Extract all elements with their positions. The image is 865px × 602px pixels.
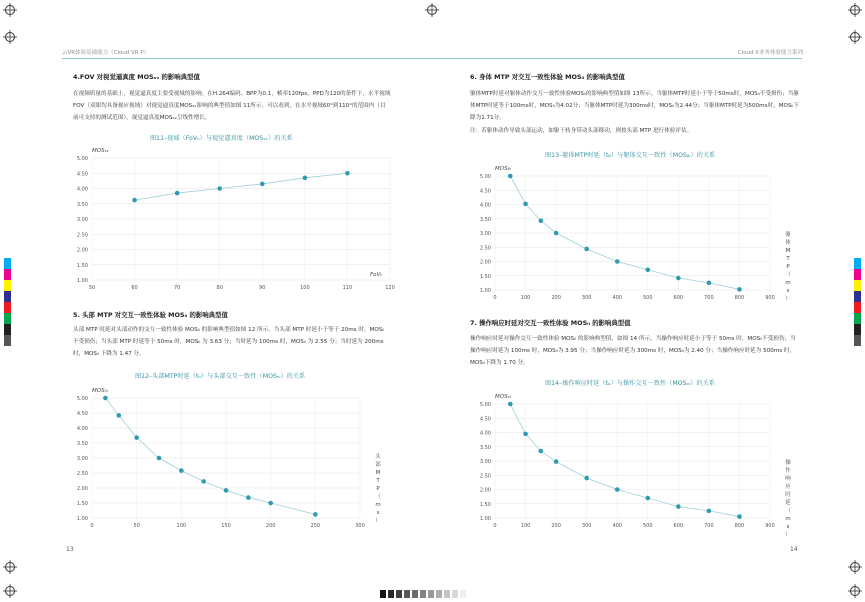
data-point xyxy=(615,259,620,264)
color-swatch xyxy=(854,258,861,269)
y-tick-label: 2.00 xyxy=(479,487,491,494)
data-point xyxy=(615,487,620,492)
x-axis-label-char: 体 xyxy=(785,240,791,246)
x-axis-label-char: 响 xyxy=(785,476,791,482)
crop-mark-icon xyxy=(3,560,17,574)
data-point xyxy=(134,435,139,440)
x-tick-label: 150 xyxy=(221,523,231,529)
x-axis-label-char: P xyxy=(376,486,380,492)
y-tick-label: 3.00 xyxy=(479,459,491,465)
x-tick-label: 250 xyxy=(310,523,321,529)
x-tick-label: 500 xyxy=(643,295,653,301)
series-line xyxy=(510,404,739,517)
x-tick-label: 700 xyxy=(704,295,714,301)
x-axis-label-char: 操 xyxy=(785,460,791,466)
gray-swatch xyxy=(388,590,394,598)
y-tick-label: 1.00 xyxy=(479,516,491,522)
color-swatch xyxy=(854,280,861,291)
crop-mark-icon xyxy=(848,584,862,598)
x-tick-label: 50 xyxy=(88,285,96,291)
figure12-caption: 图12–头部MTP时延（tₕ）与头部交互一致性（MOSₕᵢ）的关系 xyxy=(135,373,306,380)
figure13-caption: 图13–躯体MTP时延（tᵦ）与躯体交互一致性（MOSᵦᵢ）的关系 xyxy=(545,152,716,159)
section6-paragraph: 躯体MTP时延对躯体动作交互一致性体验MOSᵢᵢ的影响典型值如图 13所示。当躯体MTP时延小于等于50ms时，MOSᵢᵢ不受损伤；当躯体MTP时延等于100ms时，MOSᵢᵢ为4.02分；当躯体MTP时延为300ms时，MOSᵢᵢ为2.44分；当躯体MTP时延为500ms时，MOSᵢᵢ下降为1.71分。 xyxy=(470,91,800,121)
x-axis-label-char: ） xyxy=(785,532,791,538)
gray-swatch xyxy=(444,590,450,598)
data-point xyxy=(554,459,559,464)
x-tick-label: 100 xyxy=(176,523,187,529)
x-tick-label: 100 xyxy=(520,295,531,301)
section5-paragraph: 头部 MTP 时延对头部动作的交互一致性体验 MOSᵢᵢ 的影响典型值如图 12 所示。当头部 MTP 时延小于等于 20ms 时，MOSᵢᵢ 不受损伤；当头部 MTP 时延等于 50ms 时，MOSᵢᵢ 为 3.63 分；当时延为 100ms 时，MOSᵢᵢ 为 2.55 分；当时延为 200ms 时，MOSᵢᵢ 下降为 1.47 分。 xyxy=(73,327,385,357)
x-tick-label: 800 xyxy=(734,295,745,301)
color-swatch xyxy=(854,302,861,313)
x-tick-label: 70 xyxy=(173,285,181,291)
y-tick-label: 5.00 xyxy=(76,396,88,402)
figure11-caption: 图11–视域（FoVₕ）与视觉逼真度（MOSₛᵥ）的关系 xyxy=(150,135,293,142)
crop-mark-icon xyxy=(848,30,862,44)
x-axis-label: FoVₕ xyxy=(370,272,383,278)
y-axis-label: MOSₛᵥ xyxy=(92,148,109,154)
x-tick-label: 60 xyxy=(131,285,138,291)
x-tick-label: 800 xyxy=(734,523,745,529)
y-tick-label: 3.50 xyxy=(76,201,88,208)
data-point xyxy=(737,514,742,519)
y-tick-label: 5.00 xyxy=(479,402,491,408)
data-point xyxy=(201,479,206,484)
y-tick-label: 1.50 xyxy=(479,273,491,280)
y-tick-label: 4.00 xyxy=(76,186,88,193)
left-page-number: 13 xyxy=(66,546,74,553)
data-point xyxy=(707,509,712,514)
y-tick-label: 2.50 xyxy=(479,245,491,252)
figure12-chart xyxy=(62,380,402,530)
section7-heading: 7. 操作响应时延对交互一致性体验 MOSᵢᵢ 的影响典型值 xyxy=(470,319,631,327)
right-page-number: 14 xyxy=(790,546,798,553)
data-point xyxy=(246,495,251,500)
y-tick-label: 5.00 xyxy=(76,156,88,162)
data-point xyxy=(523,202,528,207)
y-tick-label: 2.00 xyxy=(76,486,88,492)
x-axis-label-char: M xyxy=(785,248,791,254)
figure14-caption: 图14–操作响应时延（tₒ）与操作交互一致性（MOSₒᵢ）的关系 xyxy=(545,380,715,387)
figure14-chart xyxy=(465,390,810,538)
y-tick-label: 4.00 xyxy=(479,430,491,437)
data-point xyxy=(179,468,184,473)
y-tick-label: 3.50 xyxy=(76,441,88,447)
color-swatch xyxy=(854,335,861,346)
header-rule xyxy=(62,58,802,59)
left-running-head: 云VR体验基础能力（Cloud VR P） xyxy=(62,50,150,56)
x-tick-label: 100 xyxy=(520,523,531,529)
x-tick-label: 80 xyxy=(216,285,223,291)
section6-note: 注：若躯体动作导致头部运动，如躯干转身带动头部移动，则按头部 MTP 进行体验评估。 xyxy=(470,128,693,134)
x-tick-label: 0 xyxy=(493,295,497,301)
figure11-chart xyxy=(62,142,402,302)
data-point xyxy=(523,432,528,437)
data-point xyxy=(645,267,650,272)
gray-swatch xyxy=(428,590,434,598)
data-point xyxy=(313,512,318,517)
data-point xyxy=(345,171,350,176)
crop-mark-icon xyxy=(3,3,17,17)
y-axis-label: MOSₒᵢ xyxy=(495,394,511,400)
x-axis-label-char: m xyxy=(375,502,381,508)
y-tick-label: 4.50 xyxy=(76,411,88,417)
x-tick-label: 900 xyxy=(765,523,775,529)
data-point xyxy=(508,174,513,179)
crop-mark-icon xyxy=(848,3,862,17)
x-tick-label: 300 xyxy=(581,295,592,301)
y-tick-label: 1.50 xyxy=(76,501,88,507)
x-axis-label-char: 应 xyxy=(785,484,791,490)
color-swatch xyxy=(854,291,861,302)
x-tick-label: 50 xyxy=(133,523,140,529)
data-point xyxy=(676,504,681,509)
section6-heading: 6. 身体 MTP 对交互一致性体验 MOSᵢᵢ 的影响典型值 xyxy=(470,73,625,81)
x-axis-label-char: （ xyxy=(375,494,381,500)
gray-swatch xyxy=(380,590,386,598)
data-point xyxy=(554,231,559,236)
series-line xyxy=(135,173,348,200)
y-axis-label: MOSᵦᵢ xyxy=(495,166,511,172)
data-point xyxy=(217,186,222,191)
gray-swatch xyxy=(452,590,458,598)
gray-swatch xyxy=(460,590,466,598)
section5-heading: 5. 头部 MTP 对交互一致性体验 MOSᵢᵢ 的影响典型值 xyxy=(73,311,228,319)
crop-mark-icon xyxy=(3,30,17,44)
y-tick-label: 1.00 xyxy=(76,516,88,522)
x-axis-label-char: m xyxy=(785,516,791,522)
data-point xyxy=(103,396,108,401)
data-point xyxy=(303,176,308,181)
y-tick-label: 2.50 xyxy=(76,232,88,239)
gray-swatch xyxy=(412,590,418,598)
x-axis-label-char: 延 xyxy=(785,500,791,506)
x-axis-label-char: s xyxy=(376,510,380,516)
x-axis-label-char: （ xyxy=(785,272,791,278)
y-tick-label: 2.50 xyxy=(479,473,491,480)
data-point xyxy=(539,218,544,223)
y-tick-label: 4.00 xyxy=(76,426,88,432)
x-tick-label: 120 xyxy=(385,285,395,291)
x-axis-label-char: 作 xyxy=(785,468,791,474)
color-swatch xyxy=(854,269,861,280)
data-point xyxy=(737,287,742,292)
y-tick-label: 3.50 xyxy=(479,216,491,223)
crop-mark-icon xyxy=(848,560,862,574)
x-axis-label-char: （ xyxy=(785,508,791,514)
y-tick-label: 3.00 xyxy=(479,231,491,237)
y-tick-label: 4.50 xyxy=(479,188,491,195)
x-tick-label: 0 xyxy=(493,523,497,529)
color-swatch xyxy=(4,335,11,346)
data-point xyxy=(707,281,712,286)
x-axis-label-char: s xyxy=(786,524,790,530)
x-tick-label: 200 xyxy=(265,523,276,529)
x-axis-label-char: T xyxy=(786,256,790,262)
color-swatch xyxy=(4,324,11,335)
x-tick-label: 200 xyxy=(551,523,561,529)
x-axis-label-char: 部 xyxy=(375,462,381,468)
x-tick-label: 600 xyxy=(673,523,684,529)
data-point xyxy=(584,476,589,481)
data-point xyxy=(260,182,265,187)
color-swatch xyxy=(4,269,11,280)
y-tick-label: 2.00 xyxy=(479,259,491,266)
data-point xyxy=(584,247,589,252)
gray-swatch xyxy=(420,590,426,598)
color-swatch xyxy=(4,280,11,291)
data-point xyxy=(539,449,544,454)
crop-mark-icon xyxy=(425,3,439,17)
data-point xyxy=(157,456,162,461)
x-axis-label-char: P xyxy=(786,264,790,270)
y-tick-label: 3.50 xyxy=(479,444,491,451)
color-swatch xyxy=(4,302,11,313)
data-point xyxy=(224,488,229,493)
gray-swatch xyxy=(396,590,402,598)
color-swatch xyxy=(4,291,11,302)
color-swatch xyxy=(4,313,11,324)
color-swatch xyxy=(4,258,11,269)
y-tick-label: 2.50 xyxy=(76,471,88,477)
x-tick-label: 500 xyxy=(643,523,653,529)
x-tick-label: 300 xyxy=(581,523,592,529)
x-tick-label: 400 xyxy=(612,523,622,529)
y-tick-label: 2.00 xyxy=(76,247,88,254)
x-tick-label: 300 xyxy=(355,523,365,529)
y-axis-label: MOSₕᵢ xyxy=(92,388,108,394)
x-axis-label-char: 头 xyxy=(375,454,381,460)
x-axis-label-char: 躯 xyxy=(785,232,791,238)
x-tick-label: 0 xyxy=(90,523,94,529)
x-axis-label-char: m xyxy=(785,280,791,286)
data-point xyxy=(117,413,122,418)
y-tick-label: 4.50 xyxy=(76,171,88,178)
gray-swatch xyxy=(404,590,410,598)
y-tick-label: 5.00 xyxy=(479,174,491,180)
x-axis-label-char: s xyxy=(786,288,790,294)
section4-heading: 4.FOV 对视觉逼真度 MOSₛᵥ 的影响典型值 xyxy=(73,73,200,81)
data-point xyxy=(645,496,650,501)
y-tick-label: 4.50 xyxy=(479,416,491,423)
y-tick-label: 3.00 xyxy=(76,217,88,223)
data-point xyxy=(508,402,513,407)
y-tick-label: 4.00 xyxy=(479,202,491,209)
x-axis-label-char: M xyxy=(375,470,381,476)
x-axis-label-char: 时 xyxy=(785,492,791,498)
color-swatch xyxy=(854,324,861,335)
x-tick-label: 600 xyxy=(673,295,684,301)
x-tick-label: 90 xyxy=(259,285,266,291)
crop-mark-icon xyxy=(3,584,17,598)
y-tick-label: 1.50 xyxy=(479,501,491,508)
data-point xyxy=(268,501,273,506)
x-tick-label: 200 xyxy=(551,295,561,301)
x-tick-label: 100 xyxy=(300,285,310,291)
x-tick-label: 900 xyxy=(765,295,775,301)
section4-paragraph: 在视频质量的基础上，视觉逼真度主要受视域的影响。在H.264编码、BPP为0.1，帧率120fps，PPD为120的条件下，水平视域FOV（双眼均具备视应视域）对视觉逼真度MOSₛᵥ影响的典型值如图 11所示。可以看到，在水平视域60°到110°的范围内（目前可支持的测试范围），视觉逼真度MOSₛᵥ呈线性增长。 xyxy=(73,91,391,121)
data-point xyxy=(676,276,681,281)
y-tick-label: 1.00 xyxy=(76,278,88,284)
x-axis-label-char: ） xyxy=(375,518,381,524)
gray-swatch xyxy=(436,590,442,598)
data-point xyxy=(132,198,137,203)
color-swatch xyxy=(854,313,861,324)
y-tick-label: 3.00 xyxy=(76,456,88,462)
x-axis-label-char: ） xyxy=(785,296,791,302)
figure13-chart xyxy=(465,160,810,305)
x-tick-label: 700 xyxy=(704,523,714,529)
x-tick-label: 110 xyxy=(342,285,353,291)
y-tick-label: 1.00 xyxy=(479,288,491,294)
data-point xyxy=(175,191,180,196)
y-tick-label: 1.50 xyxy=(76,262,88,269)
x-axis-label-char: T xyxy=(376,478,380,484)
x-tick-label: 400 xyxy=(612,295,622,301)
right-running-head: Cloud X业务体验能力系列 xyxy=(737,50,803,56)
section7-paragraph: 操作响应时延对操作交互一致性体验 MOSᵢᵢ 的影响典型值，如图 14 所示。当操作响应时延小于等于 50ms 时，MOSᵢᵢ不受损伤；当操作响应时延为 100ms 时，MOSᵢᵢ为 3.95 分；当操作响应时延为 300ms 时，MOSᵢᵢ为 2.40 分；当操作响应时延为 500ms 时，MOSᵢᵢ下降为 1.70 分。 xyxy=(470,336,796,366)
